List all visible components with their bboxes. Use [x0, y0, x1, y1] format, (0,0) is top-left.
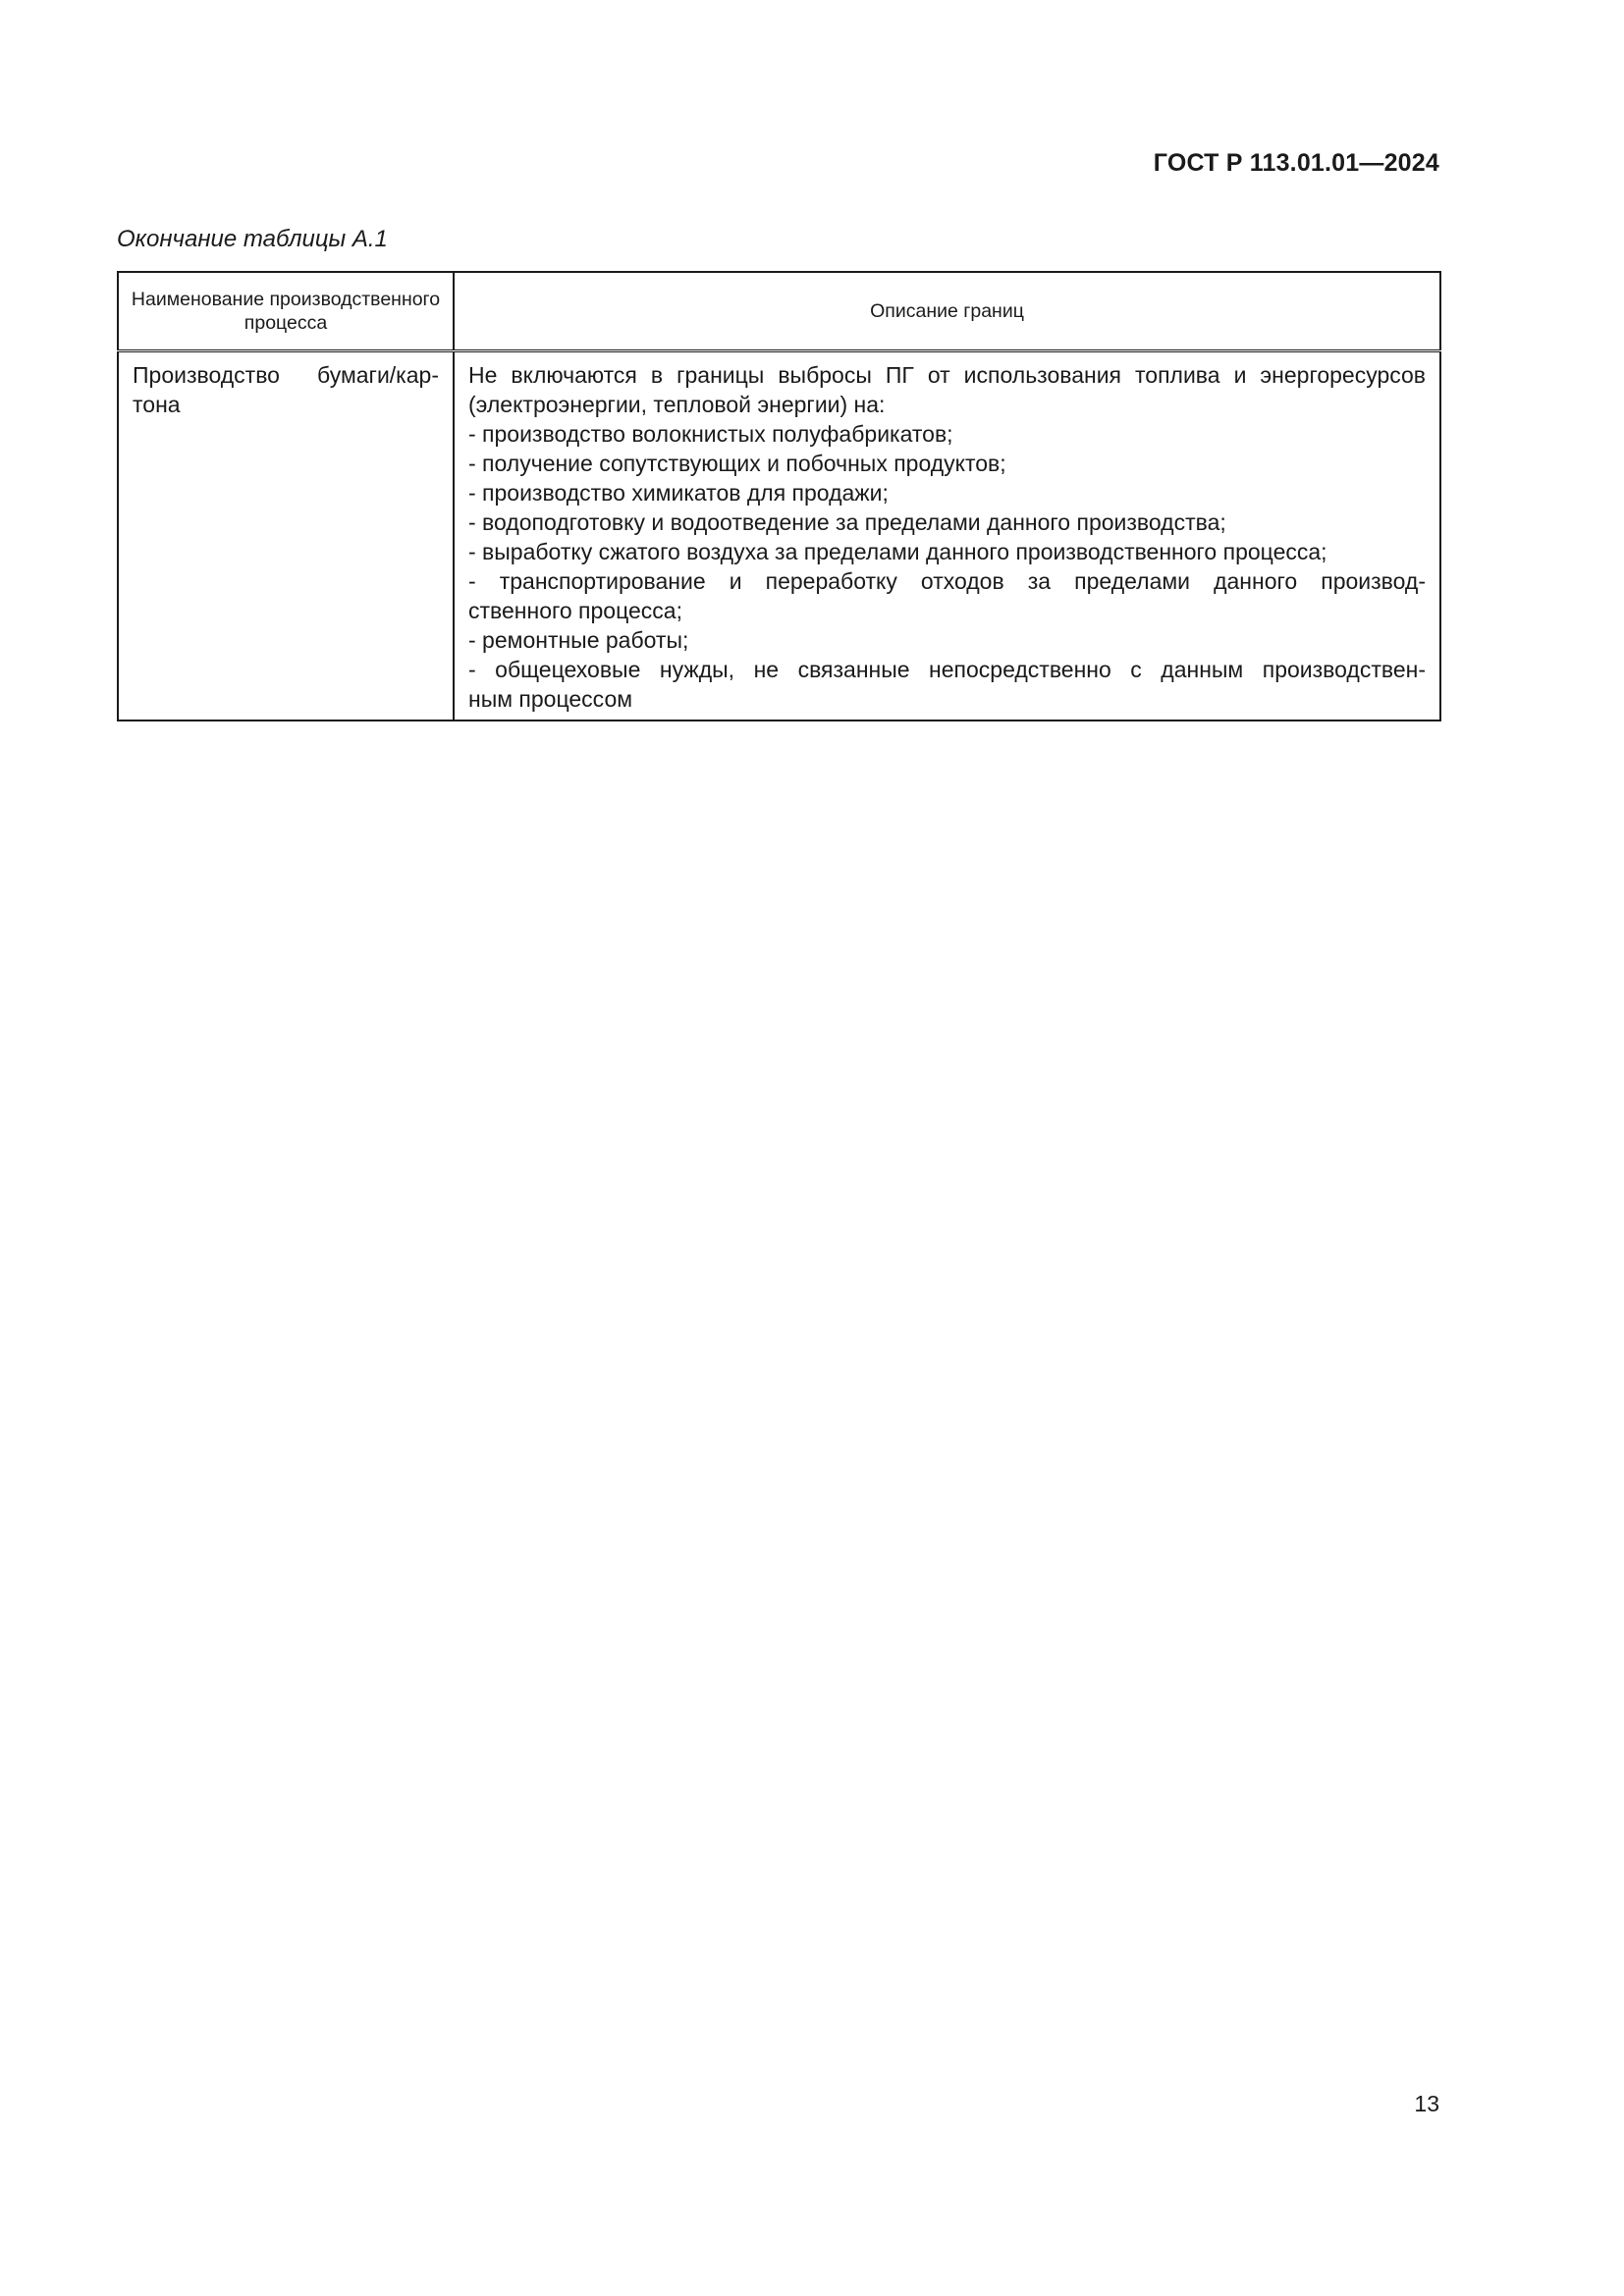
process-name-cell	[118, 351, 454, 721]
column-header-process-name: Наименование производственного процесса	[118, 272, 454, 351]
table-header-row	[118, 272, 1440, 351]
description-list-item: - выработку сжатого воздуха за пределами данного производственного процесса;	[468, 539, 1327, 564]
process-name-line: тона	[133, 392, 181, 417]
description-list-item: - общецеховые нужды, не связанные непосредственно с данным производствен-	[468, 657, 1426, 682]
boundaries-table	[117, 271, 1441, 721]
standard-number: ГОСТ Р 113.01.01—2024	[1153, 149, 1439, 177]
description-list-item: - водоподготовку и водоотведение за пределами данного производства;	[468, 509, 1226, 535]
description-list-item: - транспортирование и переработку отходов за пределами данного производ-	[468, 568, 1426, 594]
table-row	[118, 351, 1440, 721]
description-list-item: - получение сопутствующих и побочных продуктов;	[468, 451, 1006, 476]
page-number: 13	[1414, 2091, 1439, 2116]
description-list-item: - ремонтные работы;	[468, 627, 689, 653]
column-header-boundary-description: Описание границ	[454, 272, 1440, 351]
description-list-item: - производство химикатов для продажи;	[468, 480, 889, 506]
process-name-line: Производство бумаги/кар-	[133, 362, 439, 388]
boundary-description-cell	[454, 351, 1440, 721]
description-line: Не включаются в границы выбросы ПГ от использования топлива и энергоресурсов	[468, 362, 1426, 388]
description-list-item: - производство волокнистых полуфабрикатов;	[468, 421, 953, 447]
description-line: ным процессом	[468, 686, 633, 712]
table-caption: Окончание таблицы А.1	[117, 226, 388, 252]
description-line: ственного процесса;	[468, 598, 682, 623]
description-line: (электроэнергии, тепловой энергии) на:	[468, 392, 886, 417]
